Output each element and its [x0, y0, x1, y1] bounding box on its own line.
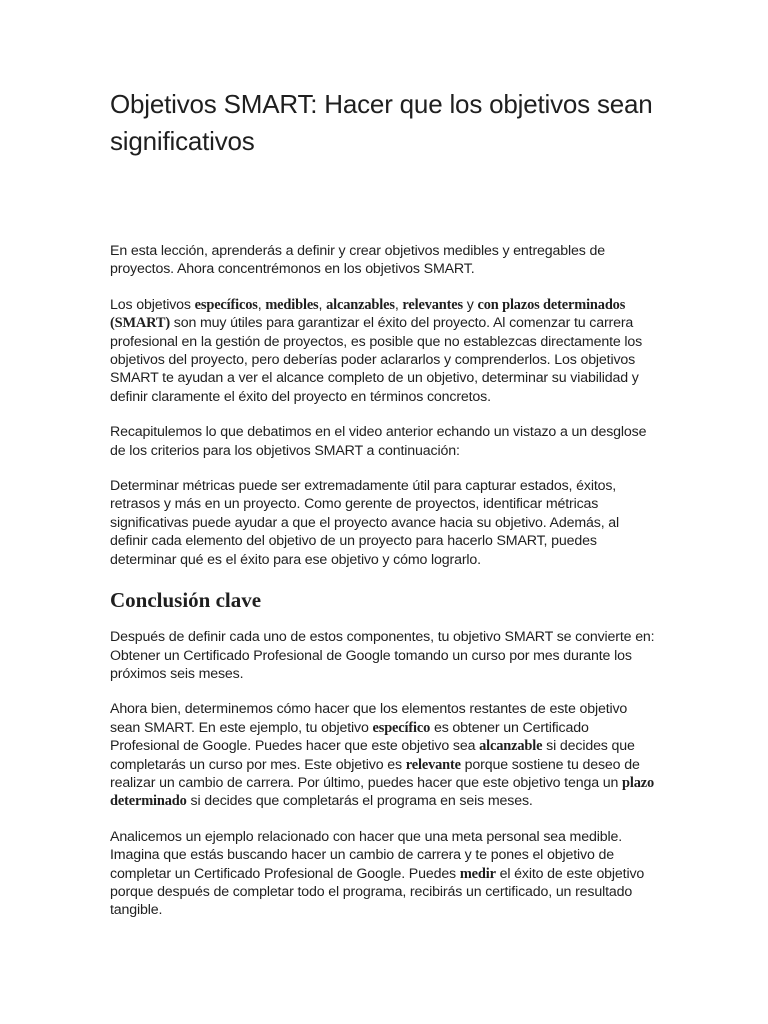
page-title: Objetivos SMART: Hacer que los objetivos sean significativos — [110, 89, 653, 156]
text-run: Analicemos un ejemplo relacionado con hacer que una meta personal sea medible. Imagina que estás buscando hacer un cambio de carrera y te pones el objetivo de completar un Certificado Profesional de Google. Puedes — [110, 828, 622, 882]
text-run: y — [462, 296, 478, 313]
text-run: , — [257, 296, 266, 313]
document-page — [110, 86, 658, 937]
example-paragraph — [110, 700, 658, 810]
bold-term-plazos: con plazos determinados (SMART) — [110, 296, 626, 332]
text-run: el éxito de este objetivo porque después de completar todo el programa, recibirás un certificado, un resultado tangible. — [110, 865, 645, 919]
text-run: si decides que completarás un curso por mes. Este objetivo es — [110, 738, 635, 773]
text-run: , — [318, 296, 327, 313]
conclusion-paragraph: Después de definir cada uno de estos componentes, tu objetivo SMART se convierte en: Obtener un Certificado Profesional de Google tomando un curso por mes durante los próximos seis meses. — [110, 629, 655, 682]
text-run: Los objetivos — [110, 296, 195, 313]
document-body — [110, 242, 658, 920]
bold-term-plazo-determinado: plazo determinado — [110, 774, 655, 810]
text-run: porque sostiene tu deseo de realizar un cambio de carrera. Por último, puedes hacer que este objetivo tenga un — [110, 756, 640, 791]
text-run: si decides que completarás el programa en seis meses. — [186, 793, 533, 810]
recap-paragraph: Recapitulemos lo que debatimos en el video anterior echando un vistazo a un desglose de los criterios para los objetivos SMART a continuación: — [110, 424, 647, 459]
text-run: son muy útiles para garantizar el éxito del proyecto. Al comenzar tu carrera profesional en la gestión de proyectos, es posible que no establezcas directamente los objetivos del proyecto, pero deberías poder aclararlos y comprenderlos. Los objetivos SMART te ayudan a ver el alcance completo de un objetivo, determinar su viabilidad y definir claramente el éxito del proyecto en términos concretos. — [110, 315, 643, 405]
smart-definition-paragraph — [110, 296, 658, 406]
metrics-paragraph: Determinar métricas puede ser extremadamente útil para capturar estados, éxitos, retrasos y más en un proyecto. Como gerente de proyectos, identificar métricas significativas puede ayudar a que el proyecto avance hacia su objetivo. Además, al definir cada elemento del objetivo de un proyecto para hacerlo SMART, puedes determinar qué es el éxito para ese objetivo y cómo lograrlo. — [110, 478, 620, 568]
text-run: , — [394, 296, 403, 313]
bold-term-medir: medir — [459, 865, 496, 882]
bold-term-relevante: relevante — [405, 756, 461, 773]
bold-term-alcanzables: alcanzables — [326, 296, 395, 313]
text-run: es obtener un Certificado Profesional de Google. Puedes hacer que este objetivo sea — [110, 719, 589, 755]
bold-term-alcanzable: alcanzable — [479, 738, 543, 755]
text-run: Ahora bien, determinemos cómo hacer que los elementos restantes de este objetivo sean SMART. En este ejemplo, tu objetivo — [110, 701, 628, 736]
intro-paragraph: En esta lección, aprenderás a definir y crear objetivos medibles y entregables de proyectos. Ahora concentrémonos en los objetivos SMART. — [110, 243, 605, 278]
bold-term-medibles: medibles — [265, 296, 319, 313]
measurable-paragraph — [110, 828, 658, 920]
bold-term-especificos: específicos — [194, 296, 258, 313]
bold-term-relevantes: relevantes — [402, 296, 463, 313]
bold-term-especifico: específico — [372, 719, 431, 736]
section-heading-conclusion: Conclusión clave — [110, 588, 262, 613]
